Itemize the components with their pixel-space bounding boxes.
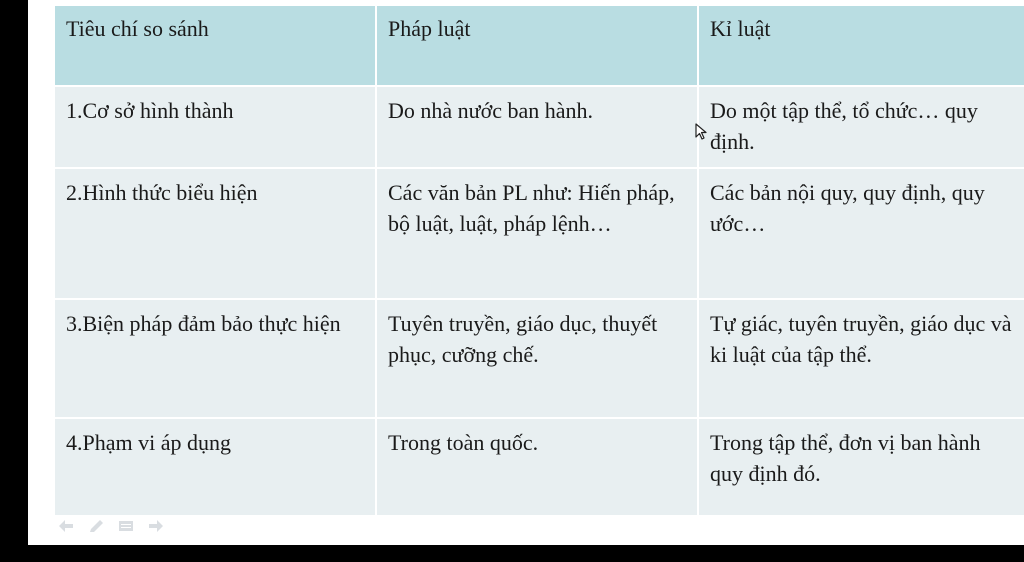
prev-arrow-icon[interactable] — [58, 519, 74, 533]
menu-icon[interactable] — [118, 519, 134, 533]
table-cell: Các bản nội quy, quy định, quy ước… — [698, 168, 1024, 299]
table-cell: Tự giác, tuyên truyền, giáo dục và ki luật của tập thể. — [698, 299, 1024, 418]
table-header-row — [55, 6, 1024, 86]
table-cell: 3.Biện pháp đảm bảo thực hiện — [55, 299, 376, 418]
table-row — [55, 86, 1024, 168]
table-row — [55, 418, 1024, 516]
table-cell: Do nhà nước ban hành. — [376, 86, 698, 168]
table-cell: Do một tập thể, tổ chức… quy định. — [698, 86, 1024, 168]
table-cell: 2.Hình thức biểu hiện — [55, 168, 376, 299]
table-row — [55, 299, 1024, 418]
header-criteria: Tiêu chí so sánh — [55, 6, 376, 86]
table-cell: Tuyên truyền, giáo dục, thuyết phục, cưỡng chế. — [376, 299, 698, 418]
comparison-table — [55, 6, 1024, 517]
bottom-bar — [0, 545, 1024, 562]
table-cell: Trong toàn quốc. — [376, 418, 698, 516]
table-row — [55, 168, 1024, 299]
pen-icon[interactable] — [88, 519, 104, 533]
table-cell: 4.Phạm vi áp dụng — [55, 418, 376, 516]
mouse-pointer-icon — [695, 123, 709, 141]
header-law: Pháp luật — [376, 6, 698, 86]
header-discipline: Kỉ luật — [698, 6, 1024, 86]
next-arrow-icon[interactable] — [148, 519, 164, 533]
table-cell: Trong tập thể, đơn vị ban hành quy định đó. — [698, 418, 1024, 516]
slide-toolbar — [58, 516, 164, 536]
table-cell: Các văn bản PL như: Hiến pháp, bộ luật, luật, pháp lệnh… — [376, 168, 698, 299]
table-cell: 1.Cơ sở hình thành — [55, 86, 376, 168]
slide — [28, 0, 1024, 545]
